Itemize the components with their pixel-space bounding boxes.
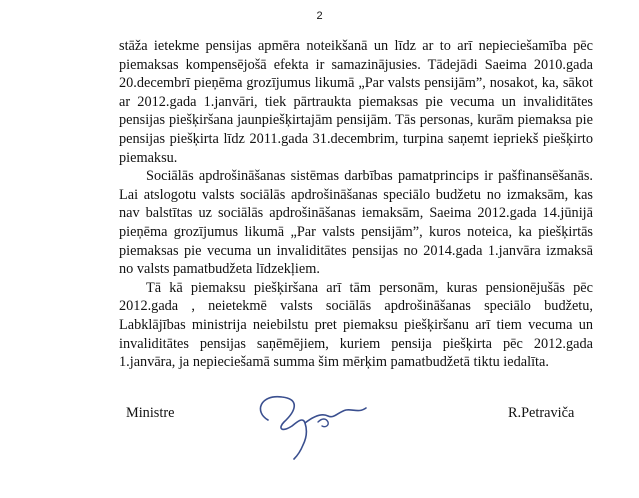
paragraph-continuation: stāža ietekme pensijas apmēra noteikšanā un līdz ar to arī nepieciešamība pēc piemaksas kompensējošā efekta ir samazinājusies. Tādejādi Saeima 2010.gada 20.decembrī pieņēma grozījumus likumā „Par valsts pensijām”, nosakot, ka, sākot ar 2012.gada 1.janvāri, tiek pārtraukta piemaksas pie vecuma un invaliditātes pensijas piešķiršana jaunpiešķirtajām pensijām. Tās personas, kurām piemaksa pie pensijas piešķirta līdz 2011.gada 31.decembrim, turpina saņemt iepriekš piešķirto piemaksu. (119, 38, 593, 166)
signature-stroke-main (260, 397, 306, 459)
signature-stroke-tail (305, 408, 366, 423)
signature-block (0, 388, 639, 488)
signatory-name: R.Petraviča (508, 405, 575, 421)
document-body (119, 37, 593, 372)
page-number: 2 (316, 10, 323, 22)
signatory-title: Ministre (126, 405, 175, 421)
paragraph-self-financing: Sociālās apdrošināšanas sistēmas darbības pamatprincips ir pašfinansēšanās. Lai atslogotu valsts sociālās apdrošināšanas speciālo budžetu no izmaksām, kas nav balstītas uz sociālās apdrošināšanas iemaksām, Saeima 2012.gada 14.jūnijā pieņēma grozījumus likumā „Par valsts pensijām”, kuros noteica, ka piešķirtās piemaksas pie vecuma un invaliditātes pensijas no 2014.gada 1.janvāra izmaksā no valsts pamatbudžeta līdzekļiem. (119, 168, 593, 278)
paragraph-ministry-position: Tā kā piemaksu piešķiršana arī tām personām, kuras pensionējušās pēc 2012.gada , neietekmē valsts sociālās apdrošināšanas speciālo budžetu, Labklājības ministrija neiebilstu pret piemaksu piešķiršanu arī tiem vecuma un invaliditātes pensijas saņēmējiem, kuriem pensija piešķirta pēc 2012.gada 1.janvāra, ja nepieciešamā summa šim mērķim pamatbudžetā tiktu iedalīta. (119, 279, 593, 371)
signature-stroke-loop (318, 419, 328, 427)
handwritten-signature (250, 388, 370, 460)
